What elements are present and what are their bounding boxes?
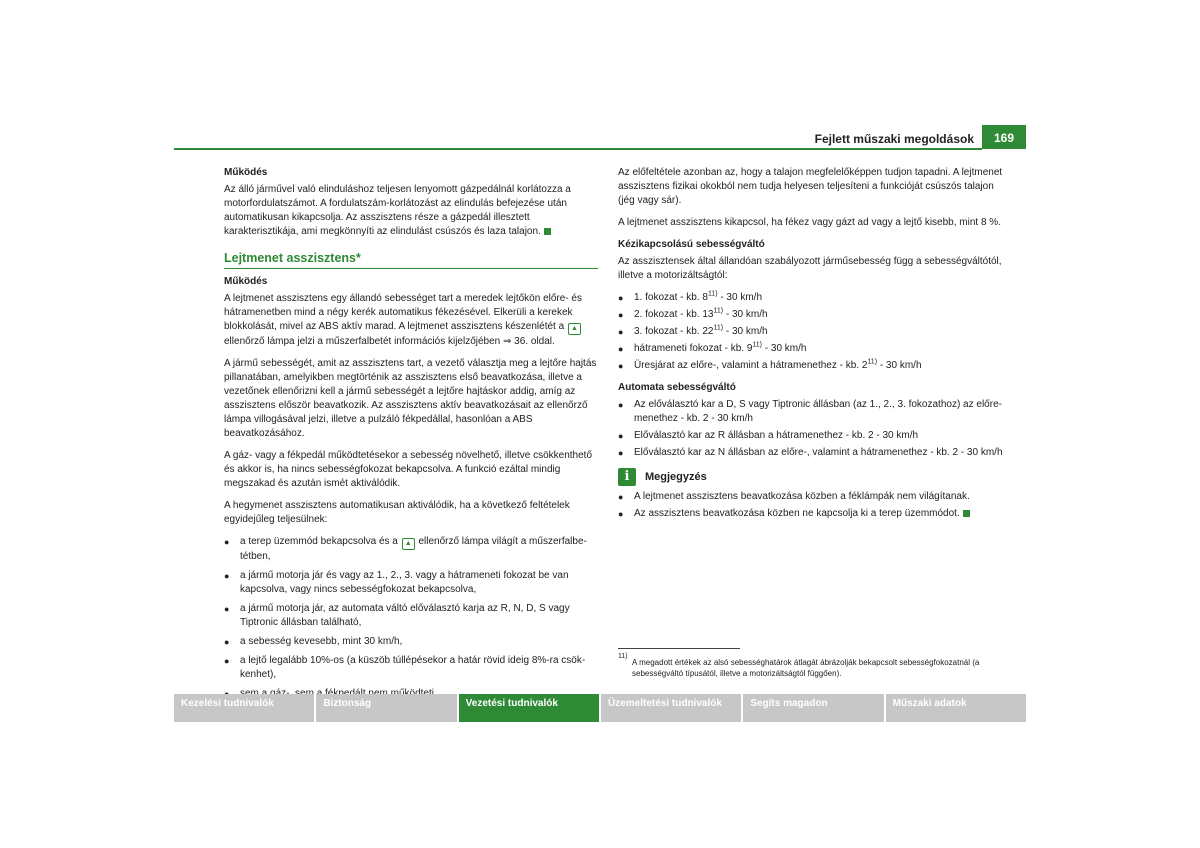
- list-item: ● a jármű motorja jár, az automata váltó előválasztó karja az R, N, D, S vagy Tiptronic állásban található,: [224, 602, 600, 630]
- list-item: [618, 507, 1008, 521]
- note-list: [618, 490, 1008, 521]
- paragraph-text: Az álló járművel való elinduláshoz teljesen lenyomott gázpedálnál korlátozza a motorfordulatszámot. A fordulatszám-korlátozást az elindulás befejezése után automatikusan kikapcsolja. Az asszisztens része a gázpedál illesztett karakterisztikája, ami megkönnyíti az elindulást csúszós és laza talajon.: [224, 184, 571, 237]
- footnote-ref: 11): [867, 358, 878, 366]
- footnote-ref: 11): [752, 341, 763, 349]
- footnote-ref: 11): [707, 290, 718, 298]
- list-item: [618, 308, 1008, 322]
- item-text: - 30 km/h: [717, 292, 763, 303]
- list-item: [224, 535, 600, 564]
- item-text: - 30 km/h: [723, 309, 768, 320]
- paragraph: A hegymenet asszisztens automatikusan aktiválódik, ha a következő feltételek egyidejűleg teljesülnek:: [224, 500, 570, 525]
- info-icon: i: [618, 468, 636, 486]
- list-item: ● a sebesség kevesebb, mint 30 km/h,: [224, 635, 600, 649]
- item-text: hátrameneti fokozat - kb. 9: [634, 343, 753, 354]
- paragraph: [224, 183, 600, 239]
- left-column: [224, 166, 600, 709]
- end-mark-icon: [544, 228, 551, 235]
- hill-descent-lamp-icon: ▲: [568, 323, 581, 335]
- manual-speed-list: [618, 291, 1008, 373]
- item-text: 2. fokozat - kb. 13: [634, 309, 714, 320]
- nav-tab-uzemeltetesi[interactable]: Üzemeltetési tudnivalók: [601, 694, 741, 722]
- subheading-automatic-gearbox: Automata sebességváltó: [618, 382, 736, 393]
- end-mark-icon: [963, 510, 970, 517]
- chapter-nav: [174, 694, 1026, 722]
- paragraph: A lejtmenet asszisztens kikapcsol, ha fékez vagy gázt ad vagy a lejtő kisebb, mint 8 %.: [618, 217, 1001, 228]
- conditions-list: [224, 535, 600, 701]
- section-title: Lejtmenet asszisztens*: [224, 251, 598, 269]
- item-text: Üresjárat az előre-, valamint a hátramenethez - kb. 2: [634, 360, 868, 371]
- nav-tab-kezelesi[interactable]: Kezelési tudnivalók: [174, 694, 314, 722]
- item-text: 3. fokozat - kb. 22: [634, 326, 714, 337]
- automatic-speed-list: [618, 398, 1008, 460]
- paragraph-text: A lejtmenet asszisztens egy állandó sebességet tart a meredek lejtőkön előre- és hátramenetben mind a négy kerék automatikus fékezésével. Elkerüli a kerekek blokkolását, mivel az ABS aktív marad. A lejtmenet asszisztens készenlétét a: [224, 293, 582, 332]
- item-text: 1. fokozat - kb. 8: [634, 292, 708, 303]
- paragraph: A gáz- vagy a fékpedál működtetésekor a sebesség növelhető, illetve csökkenthető és akkor is, ha nincs sebességfokozat bekapcsolva. A funkció ezáltal mindig megszakad és azután ismét aktiválódik.: [224, 450, 593, 489]
- list-item: [618, 342, 1008, 356]
- list-item: ● a jármű motorja jár és vagy az 1., 2., 3. vagy a hátrameneti fokozat be van kapcsolva, vagy nincs sebességfokozat bekapcsolva,: [224, 569, 600, 597]
- running-header-title: Fejlett műszaki megoldások: [814, 132, 974, 146]
- list-item: [618, 291, 1008, 305]
- list-item: ● Előválasztó kar az N állásban az előre-, valamint a hátramenethez - kb. 2 - 30 km/h: [618, 446, 1008, 460]
- list-item-text: Az asszisztens beavatkozása közben ne kapcsolja ki a terep üzemmódot.: [634, 508, 960, 519]
- paragraph-text: ellenőrző lámpa jelzi a műszerfalbetét információs kijelzőjében ⇒ 36. oldal.: [224, 336, 555, 347]
- footnote: 11) A megadott értékek az alsó sebességhatárok átlagát ábrázolják bekapcsolt sebességfokozatnál (a sebességváltó típusától, illetve a motorizáltságtól függően).: [618, 657, 1008, 679]
- subheading-mukodes: Működés: [224, 167, 268, 178]
- right-column: [618, 166, 1008, 529]
- nav-tab-biztonsag[interactable]: Biztonság: [316, 694, 456, 722]
- footnote-rule: [618, 648, 740, 649]
- note-title: Megjegyzés: [645, 471, 707, 483]
- footnote-text: A megadott értékek az alsó sebességhatárok átlagát ábrázolják bekapcsolt sebességfokozatnál (a sebességváltó típusától, illetve a motorizáltságtól függően).: [632, 658, 980, 678]
- nav-tab-segits-magadon[interactable]: Segíts magadon: [743, 694, 883, 722]
- page-number: 169: [982, 125, 1026, 149]
- list-item-text: a terep üzemmód bekapcsolva és a: [240, 536, 398, 547]
- note-header: [618, 468, 1008, 486]
- footnote-ref: 11): [713, 307, 724, 315]
- footnote-ref: 11): [713, 324, 724, 332]
- header-rule: [174, 148, 982, 150]
- paragraph: [224, 292, 600, 349]
- paragraph: A jármű sebességét, amit az asszisztens tart, a vezető választja meg a lejtőre hajtás pillanatában, amelyikben megtörténik az asszisztens első beavatkozása, illetve a vezetőnek ellenőrizni kell a jármű sebességét a lejtőre hajtáskor addig, amíg az asszisztens először beavatkozik. Az asszisztens aktív beavatkozásait az ellenőrző lámpa villogásával jelzi, illetve a pulzáló fékpedállal, hasonlóan a ABS beavatkozásához.: [224, 358, 597, 439]
- hill-descent-lamp-icon: ▲: [402, 538, 415, 550]
- nav-tab-muszaki-adatok[interactable]: Műszaki adatok: [886, 694, 1026, 722]
- item-text: - 30 km/h: [877, 360, 922, 371]
- item-text: - 30 km/h: [762, 343, 807, 354]
- list-item: [618, 325, 1008, 339]
- list-item: [618, 359, 1008, 373]
- subheading-manual-gearbox: Kézikapcsolású sebességváltó: [618, 239, 765, 250]
- paragraph: Az előfeltétele azonban az, hogy a talajon megfelelőképpen tudjon tapadni. A lejtmenet asszisztens fizikai okokból nem tudja helyesen teljesíteni a funkcióját csúszós talajon (jég vagy sár).: [618, 167, 1003, 206]
- item-text: - 30 km/h: [723, 326, 768, 337]
- paragraph: Az asszisztensek által állandóan szabályozott járműsebesség függ a sebességváltótól, illetve a motorizáltságtól:: [618, 256, 1002, 281]
- list-item-text: ellenőrző lámpa világít a műszerfalbetétben,: [240, 536, 587, 562]
- list-item: ● A lejtmenet asszisztens beavatkozása közben a féklámpák nem világítanak.: [618, 490, 1008, 504]
- list-item: ● Előválasztó kar az R állásban a hátramenethez - kb. 2 - 30 km/h: [618, 429, 1008, 443]
- list-item: ● Az előválasztó kar a D, S vagy Tiptronic állásban (az 1., 2., 3. fokozathoz) az előremenethez - kb. 2 - 30 km/h: [618, 398, 1008, 426]
- list-item: ● a lejtő legalább 10%-os (a küszöb túllépésekor a határ rövid ideig 8%-ra csökkenhet),: [224, 654, 600, 682]
- subheading-mukodes: Működés: [224, 276, 268, 287]
- nav-tab-vezetesi[interactable]: Vezetési tudnivalók: [459, 694, 599, 722]
